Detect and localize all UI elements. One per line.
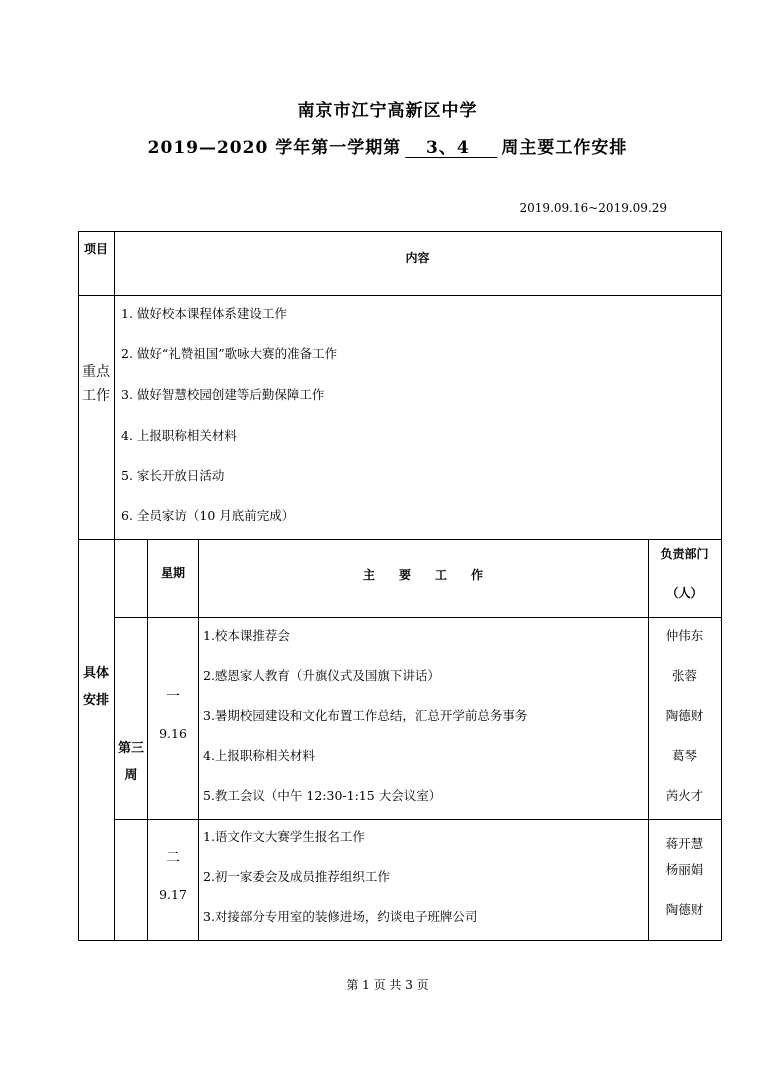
task-person: 葛琴	[671, 748, 697, 763]
header-dept-sub: （人）	[666, 586, 703, 600]
school-name: 南京市江宁高新区中学	[297, 101, 478, 121]
key-work-item: 2. 做好“礼赞祖国”歌咏大赛的准备工作	[121, 346, 338, 361]
key-work-item: 1. 做好校本课程体系建设工作	[121, 306, 287, 321]
task-work: 1.语文作文大赛学生报名工作	[203, 829, 365, 844]
task-person: 蒋开慧	[665, 836, 704, 851]
key-work-item: 6. 全员家访（10 月底前完成）	[121, 508, 295, 523]
task-work: 4.上报职称相关材料	[203, 748, 315, 763]
task-person: 张蓉	[671, 668, 697, 683]
document-title	[0, 133, 775, 158]
table-rule	[114, 819, 722, 820]
task-work: 2.感恩家人教育（升旗仪式及国旗下讲话）	[203, 668, 440, 683]
task-person: 陶德财	[665, 902, 704, 917]
key-work-label: 重点工作	[82, 364, 110, 404]
table-rule	[78, 295, 722, 296]
key-work-item: 5. 家长开放日活动	[121, 468, 225, 483]
task-person: 芮火才	[665, 788, 704, 803]
weekday: 一	[166, 689, 180, 705]
table-rule	[114, 231, 115, 941]
date-range: 2019.09.16~2019.09.29	[519, 201, 667, 215]
header-weekday: 星期	[160, 566, 185, 580]
weekday: 二	[166, 850, 180, 866]
title-prefix: 2019—2020 学年第一学期第	[147, 138, 402, 158]
header-content: 内容	[405, 251, 430, 265]
header-item: 项目	[83, 242, 108, 256]
task-work: 5.教工会议（中午 12:30-1:15 大会议室）	[203, 788, 442, 803]
task-work: 2.初一家委会及成员推荐组织工作	[203, 869, 390, 884]
task-work: 3.对接部分专用室的装修进场，约谈电子班牌公司	[203, 909, 478, 924]
task-person: 仲伟东	[665, 628, 704, 643]
weekday-date: 9.16	[159, 726, 187, 741]
table-rule	[198, 539, 199, 941]
task-work: 3.暑期校园建设和文化布置工作总结，汇总开学前总务事务	[203, 708, 528, 723]
header-dept: 负责部门	[660, 547, 709, 561]
table-border-bottom	[78, 940, 722, 941]
header-main-work: 主 要 工 作	[362, 568, 483, 582]
weekday-date: 9.17	[159, 887, 187, 902]
key-work-item: 4. 上报职称相关材料	[121, 428, 237, 443]
table-border-right	[721, 231, 722, 941]
page-number: 第 1 页 共 3 页	[346, 978, 429, 992]
table-border-left	[78, 231, 79, 941]
key-work-item: 3. 做好智慧校园创建等后勤保障工作	[121, 387, 325, 402]
detail-label: 具体安排	[82, 666, 109, 708]
task-person: 杨丽娟	[665, 862, 704, 877]
task-person: 陶德财	[665, 708, 704, 723]
table-border-top	[78, 231, 722, 232]
title-suffix: 周主要工作安排	[501, 138, 628, 158]
table-rule	[114, 617, 722, 618]
week-numbers	[401, 133, 501, 158]
week-numbers-text: 3、4	[425, 138, 470, 158]
week-label: 第三周	[117, 741, 144, 783]
table-rule	[78, 539, 722, 540]
task-work: 1.校本课推荐会	[203, 628, 290, 643]
